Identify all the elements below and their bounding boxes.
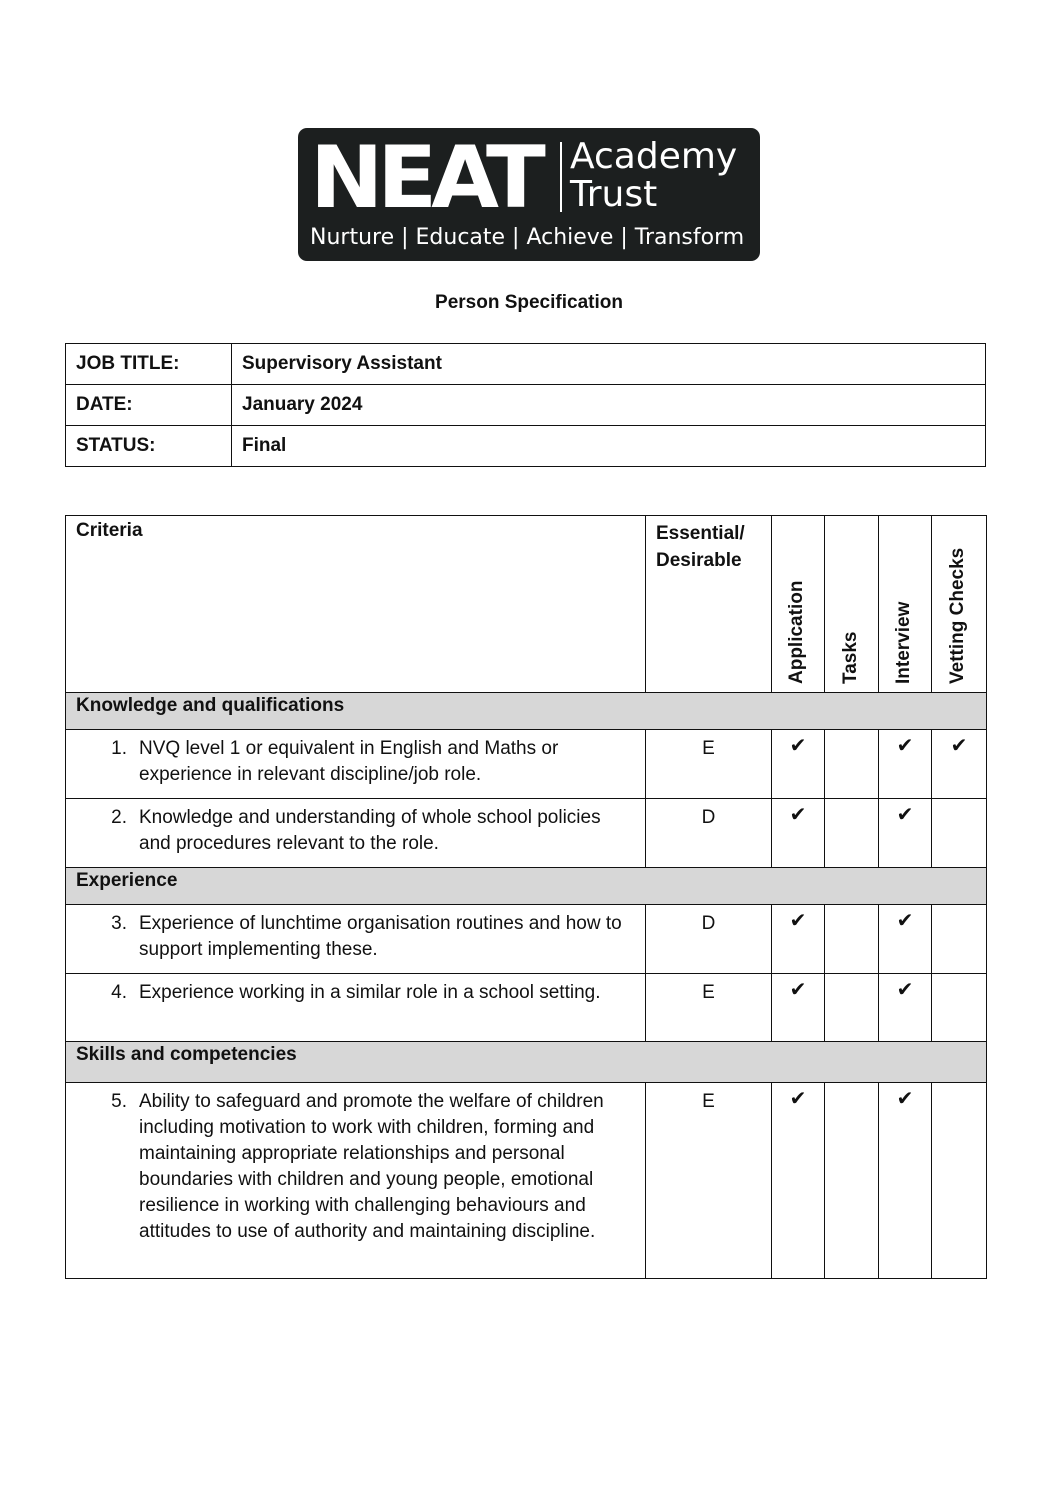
checkmark-icon: ✔ — [789, 802, 807, 826]
essential-desirable-value: D — [646, 905, 772, 974]
tasks-check-cell — [825, 905, 879, 974]
essential-desirable-value: D — [646, 799, 772, 868]
criteria-table — [65, 515, 987, 1279]
info-label: DATE: — [66, 385, 232, 426]
essential-desirable-value: E — [646, 730, 772, 799]
criteria-row — [66, 799, 987, 868]
info-value: January 2024 — [232, 385, 986, 426]
criteria-cell — [66, 730, 646, 799]
section-title: Knowledge and qualifications — [66, 693, 987, 730]
header-interview-label: Interview — [893, 601, 914, 684]
neat-logo — [298, 128, 760, 261]
info-row-date — [66, 385, 986, 426]
header-tasks — [825, 516, 879, 693]
vetting-check-cell — [932, 730, 987, 799]
header-vetting-checks-label: Vetting Checks — [947, 547, 968, 684]
logo-tagline: Nurture | Educate | Achieve | Transform — [310, 225, 745, 250]
criteria-text: NVQ level 1 or equivalent in English and Maths or experience in relevant discipline/job role. — [139, 738, 559, 785]
criteria-text: Experience of lunchtime organisation routines and how to support implementing these. — [139, 913, 622, 960]
info-label: STATUS: — [66, 426, 232, 467]
tasks-check-cell — [825, 974, 879, 1042]
header-desirable-line: Desirable — [656, 550, 742, 571]
criteria-number: 2. — [111, 807, 127, 828]
section-header-row — [66, 868, 987, 905]
application-check-cell — [772, 730, 825, 799]
interview-check-cell — [879, 730, 932, 799]
info-value: Supervisory Assistant — [232, 344, 986, 385]
application-check-cell — [772, 1083, 825, 1279]
vetting-check-cell — [932, 905, 987, 974]
header-essential-desirable — [646, 516, 772, 693]
application-check-cell — [772, 905, 825, 974]
tasks-check-cell — [825, 730, 879, 799]
criteria-text: Ability to safeguard and promote the welfare of children including motivation to work with children, forming and maintaining appropriate relationships and personal boundaries with children and young people, emotional resilience in working with challenging behaviours and attitudes to use of authority and maintaining discipline. — [139, 1091, 604, 1242]
header-vetting-checks — [932, 516, 987, 693]
job-info-table — [65, 343, 986, 467]
criteria-text: Knowledge and understanding of whole school policies and procedures relevant to the role. — [139, 807, 601, 854]
checkmark-icon: ✔ — [896, 802, 914, 826]
page-title: Person Specification — [435, 292, 623, 313]
interview-check-cell — [879, 1083, 932, 1279]
header-interview — [879, 516, 932, 693]
criteria-row — [66, 1083, 987, 1279]
section-title: Experience — [66, 868, 987, 905]
criteria-cell — [66, 905, 646, 974]
logo-wordmark: NEAT — [310, 128, 540, 228]
checkmark-icon: ✔ — [950, 733, 968, 757]
vetting-check-cell — [932, 974, 987, 1042]
checkmark-icon: ✔ — [896, 1086, 914, 1110]
info-value: Final — [232, 426, 986, 467]
criteria-row — [66, 905, 987, 974]
criteria-header-row — [66, 516, 987, 693]
header-application — [772, 516, 825, 693]
checkmark-icon: ✔ — [896, 733, 914, 757]
logo-line-academy: Academy — [570, 136, 738, 177]
criteria-number: 1. — [111, 738, 127, 759]
checkmark-icon: ✔ — [789, 733, 807, 757]
criteria-cell — [66, 974, 646, 1042]
header-essential-line: Essential/ — [656, 523, 745, 544]
checkmark-icon: ✔ — [896, 977, 914, 1001]
criteria-number: 5. — [111, 1091, 127, 1112]
header-application-label: Application — [786, 580, 807, 684]
info-row-status — [66, 426, 986, 467]
application-check-cell — [772, 974, 825, 1042]
criteria-row — [66, 974, 987, 1042]
section-title: Skills and competencies — [66, 1042, 987, 1083]
section-header-row — [66, 1042, 987, 1083]
checkmark-icon: ✔ — [789, 908, 807, 932]
essential-desirable-value: E — [646, 1083, 772, 1279]
criteria-cell — [66, 1083, 646, 1279]
interview-check-cell — [879, 974, 932, 1042]
tasks-check-cell — [825, 1083, 879, 1279]
essential-desirable-value: E — [646, 974, 772, 1042]
logo-divider — [560, 142, 562, 212]
criteria-number: 3. — [111, 913, 127, 934]
criteria-row — [66, 730, 987, 799]
header-tasks-label: Tasks — [839, 631, 861, 684]
section-header-row — [66, 693, 987, 730]
header-criteria: Criteria — [66, 516, 646, 693]
logo-line-trust: Trust — [570, 174, 658, 215]
checkmark-icon: ✔ — [896, 908, 914, 932]
checkmark-icon: ✔ — [789, 977, 807, 1001]
checkmark-icon: ✔ — [789, 1086, 807, 1110]
interview-check-cell — [879, 905, 932, 974]
criteria-cell — [66, 799, 646, 868]
interview-check-cell — [879, 799, 932, 868]
vetting-check-cell — [932, 799, 987, 868]
info-label: JOB TITLE: — [66, 344, 232, 385]
tasks-check-cell — [825, 799, 879, 868]
application-check-cell — [772, 799, 825, 868]
criteria-text: Experience working in a similar role in a school setting. — [139, 982, 601, 1003]
info-row-job-title — [66, 344, 986, 385]
vetting-check-cell — [932, 1083, 987, 1279]
criteria-number: 4. — [111, 982, 127, 1003]
